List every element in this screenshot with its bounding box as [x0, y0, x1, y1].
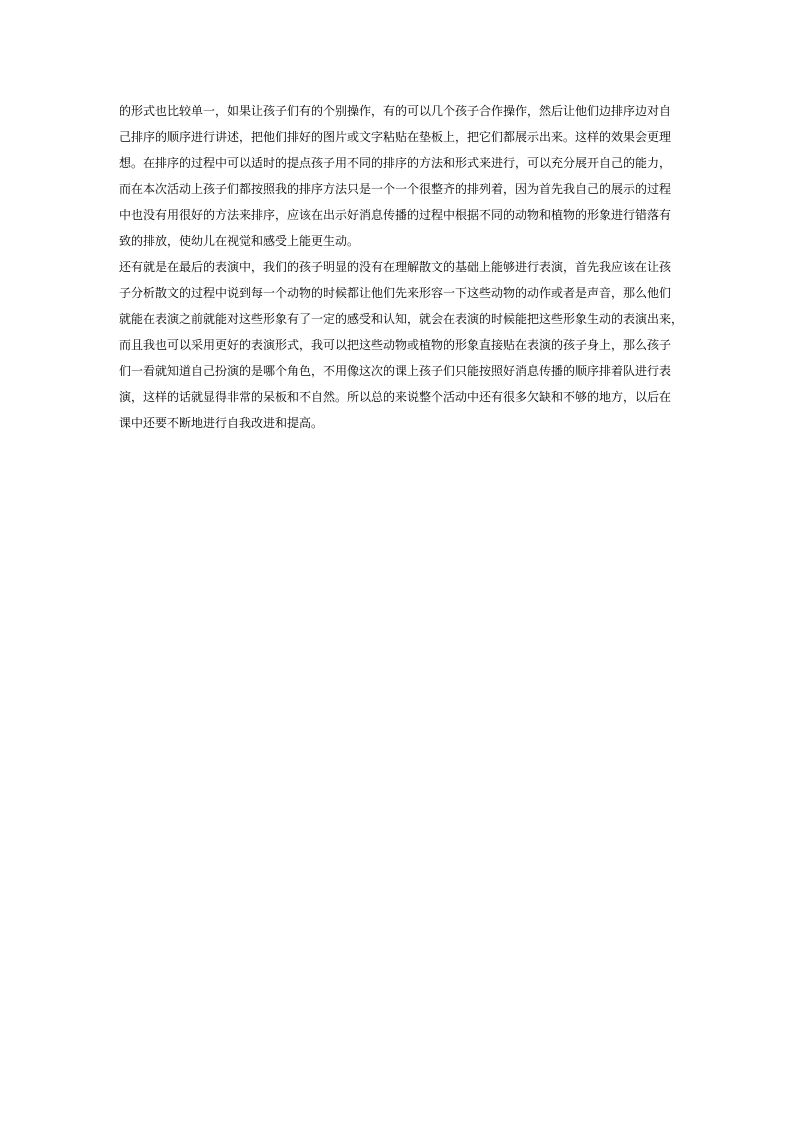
text-line: 中也没有用很好的方法来排序，应该在出示好消息传播的过程中根据不同的动物和植物的形象进行错落有 [119, 208, 672, 222]
text-line: 课中还要不断地进行自我改进和提高。 [119, 416, 324, 430]
text-line: 而且我也可以采用更好的表演形式，我可以把这些动物或植物的形象直接贴在表演的孩子身上，那么孩子 [119, 338, 672, 352]
paragraph-1 [119, 98, 679, 254]
paragraph-2 [119, 254, 684, 436]
text-line: 己排序的顺序进行讲述，把他们排好的图片或文字粘贴在垫板上，把它们都展示出来。这样的效果会更理 [119, 130, 672, 144]
text-line: 致的排放，使幼儿在视觉和感受上能更生动。 [119, 234, 360, 248]
text-line: 演，这样的话就显得非常的呆板和不自然。所以总的来说整个活动中还有很多欠缺和不够的地方，以后在 [119, 390, 672, 404]
text-line: 子分析散文的过程中说到每一个动物的时候都让他们先来形容一下这些动物的动作或者是声音，那么他们 [119, 286, 672, 300]
text-line: 而在本次活动上孩子们都按照我的排序方法只是一个一个很整齐的排列着，因为首先我自己的展示的过程 [119, 182, 672, 196]
text-line: 还有就是在最后的表演中，我们的孩子明显的没有在理解散文的基础上能够进行表演，首先我应该在让孩 [119, 260, 672, 274]
text-line: 想。在排序的过程中可以适时的提点孩子用不同的排序的方法和形式来进行，可以充分展开自己的能力， [119, 156, 672, 170]
text-line: 就能在表演之前就能对这些形象有了一定的感受和认知，就会在表演的时候能把这些形象生动的表演出来， [119, 312, 684, 326]
document-body [119, 98, 684, 436]
text-line: 的形式也比较单一，如果让孩子们有的个别操作，有的可以几个孩子合作操作，然后让他们边排序边对自 [119, 104, 672, 118]
text-line: 们一看就知道自己扮演的是哪个角色，不用像这次的课上孩子们只能按照好消息传播的顺序排着队进行表 [119, 364, 672, 378]
